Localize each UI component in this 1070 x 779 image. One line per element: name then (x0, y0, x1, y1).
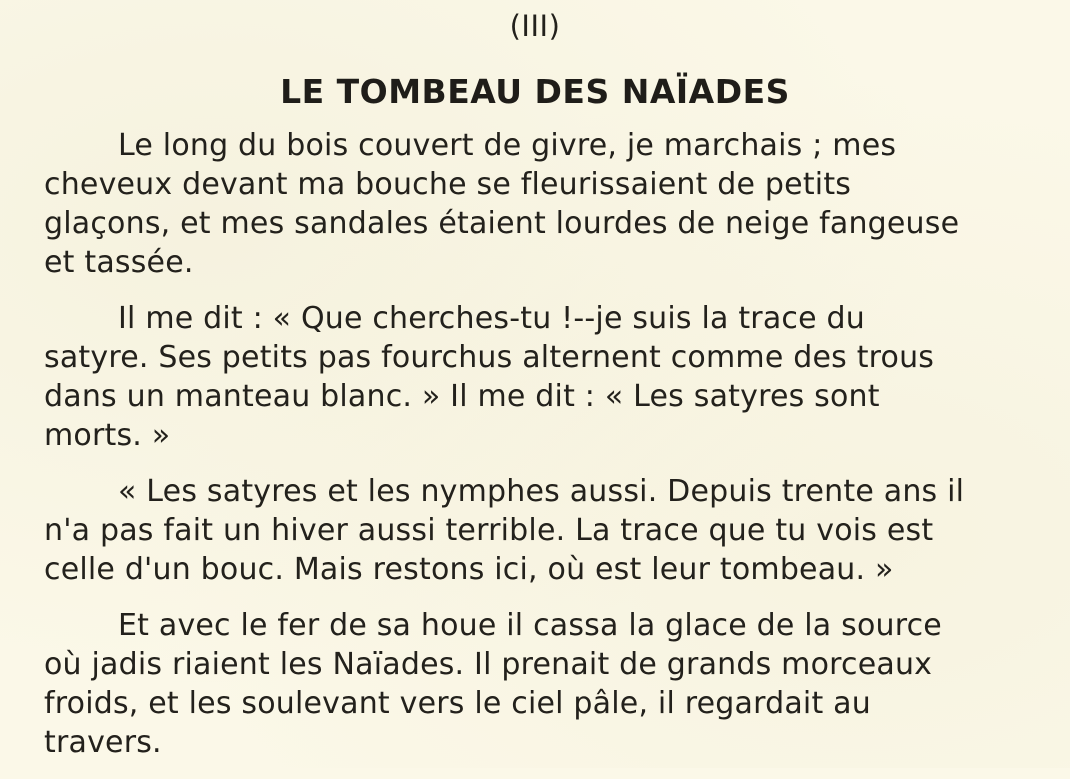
text-line: et tassée. (44, 245, 194, 280)
chapter-number: (III) (509, 9, 561, 43)
text-body (44, 126, 1056, 779)
paragraph (44, 126, 1056, 282)
text-line: Et avec le fer de sa houe il cassa la glace de la source (118, 608, 942, 643)
text-line: froids, et les soulevant vers le ciel pâle, il regardait au (44, 686, 871, 721)
text-line: « Les satyres et les nymphes aussi. Depuis trente ans il (118, 474, 965, 509)
text-line: satyre. Ses petits pas fourchus alternent comme des trous (44, 340, 935, 375)
paragraph (44, 606, 1056, 762)
text-line: Le long du bois couvert de givre, je marchais ; mes (118, 128, 897, 163)
paragraph (44, 472, 1056, 589)
text-line: n'a pas fait un hiver aussi terrible. La trace que tu vois est (44, 513, 934, 548)
text-line: glaçons, et mes sandales étaient lourdes de neige fangeuse (44, 206, 960, 241)
chapter-title: LE TOMBEAU DES NAÏADES (280, 72, 790, 111)
text-line: dans un manteau blanc. » Il me dit : « Les satyres sont (44, 379, 880, 414)
text-line: Il me dit : « Que cherches-tu !--je suis la trace du (118, 301, 865, 336)
text-line: morts. » (44, 418, 171, 453)
paragraph (44, 299, 1056, 455)
text-line: cheveux devant ma bouche se fleurissaient de petits (44, 167, 852, 202)
text-line: où jadis riaient les Naïades. Il prenait de grands morceaux (44, 647, 933, 682)
text-line: travers. (44, 725, 162, 760)
text-line: celle d'un bouc. Mais restons ici, où est leur tombeau. » (44, 552, 894, 587)
